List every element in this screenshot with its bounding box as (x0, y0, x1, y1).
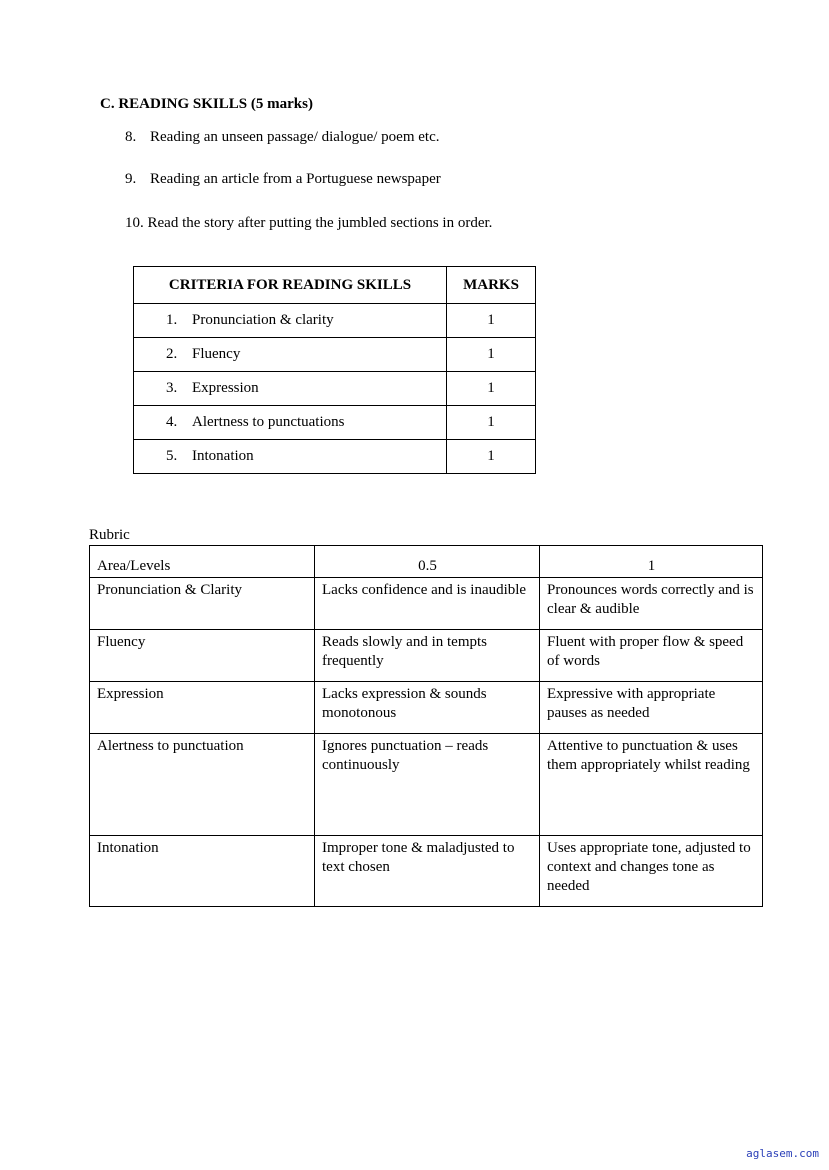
marks-cell: 1 (447, 406, 536, 440)
criteria-cell (134, 372, 447, 406)
criteria-number: 5. (166, 448, 178, 464)
full-mark-cell: Attentive to punctuation & uses them appropriately whilst reading (540, 734, 763, 836)
rubric-title: Rubric (89, 527, 130, 543)
table-row (90, 578, 763, 630)
marks-cell: 1 (447, 338, 536, 372)
criteria-header: CRITERIA FOR READING SKILLS (134, 267, 447, 304)
area-cell: Alertness to punctuation (90, 734, 315, 836)
table-row (134, 338, 536, 372)
criteria-number: 3. (166, 380, 178, 396)
criteria-label: Fluency (192, 346, 241, 362)
list-item (125, 171, 441, 188)
table-row (90, 734, 763, 836)
marks-cell: 1 (447, 304, 536, 338)
area-header: Area/Levels (90, 546, 315, 578)
area-cell: Intonation (90, 836, 315, 907)
level-full-header: 1 (540, 546, 763, 578)
table-header-row (90, 546, 763, 578)
area-cell: Expression (90, 682, 315, 734)
criteria-number: 1. (166, 312, 178, 328)
full-mark-cell: Uses appropriate tone, adjusted to context and changes tone as needed (540, 836, 763, 907)
item-number: 9. (125, 171, 137, 187)
item-text: Reading an unseen passage/ dialogue/ poem etc. (150, 129, 440, 145)
marks-cell: 1 (447, 372, 536, 406)
list-item (125, 129, 440, 146)
criteria-cell (134, 304, 447, 338)
full-mark-cell: Fluent with proper flow & speed of words (540, 630, 763, 682)
criteria-cell (134, 440, 447, 474)
item-text: Read the story after putting the jumbled sections in order. (147, 215, 493, 231)
table-row (90, 836, 763, 907)
criteria-number: 4. (166, 414, 178, 430)
table-row (134, 304, 536, 338)
criteria-cell (134, 406, 447, 440)
half-mark-cell: Improper tone & maladjusted to text chosen (315, 836, 540, 907)
criteria-table (133, 266, 536, 474)
criteria-label: Pronunciation & clarity (192, 312, 334, 328)
item-number: 10. (125, 215, 144, 231)
item-text: Reading an article from a Portuguese newspaper (150, 171, 441, 187)
table-row (134, 440, 536, 474)
level-half-header: 0.5 (315, 546, 540, 578)
table-header-row (134, 267, 536, 304)
half-mark-cell: Lacks confidence and is inaudible (315, 578, 540, 630)
table-row (134, 406, 536, 440)
list-item (125, 215, 492, 232)
criteria-label: Alertness to punctuations (192, 414, 345, 430)
rubric-table (89, 545, 763, 907)
area-cell: Pronunciation & Clarity (90, 578, 315, 630)
half-mark-cell: Lacks expression & sounds monotonous (315, 682, 540, 734)
half-mark-cell: Reads slowly and in tempts frequently (315, 630, 540, 682)
full-mark-cell: Pronounces words correctly and is clear & audible (540, 578, 763, 630)
half-mark-cell: Ignores punctuation – reads continuously (315, 734, 540, 836)
criteria-label: Expression (192, 380, 259, 396)
table-row (90, 630, 763, 682)
table-row (90, 682, 763, 734)
criteria-label: Intonation (192, 448, 254, 464)
marks-header: MARKS (447, 267, 536, 304)
criteria-number: 2. (166, 346, 178, 362)
item-number: 8. (125, 129, 137, 145)
table-row (134, 372, 536, 406)
criteria-cell (134, 338, 447, 372)
area-cell: Fluency (90, 630, 315, 682)
section-heading: C. READING SKILLS (5 marks) (100, 96, 313, 112)
full-mark-cell: Expressive with appropriate pauses as needed (540, 682, 763, 734)
watermark-link[interactable]: aglasem.com (746, 1147, 819, 1160)
marks-cell: 1 (447, 440, 536, 474)
